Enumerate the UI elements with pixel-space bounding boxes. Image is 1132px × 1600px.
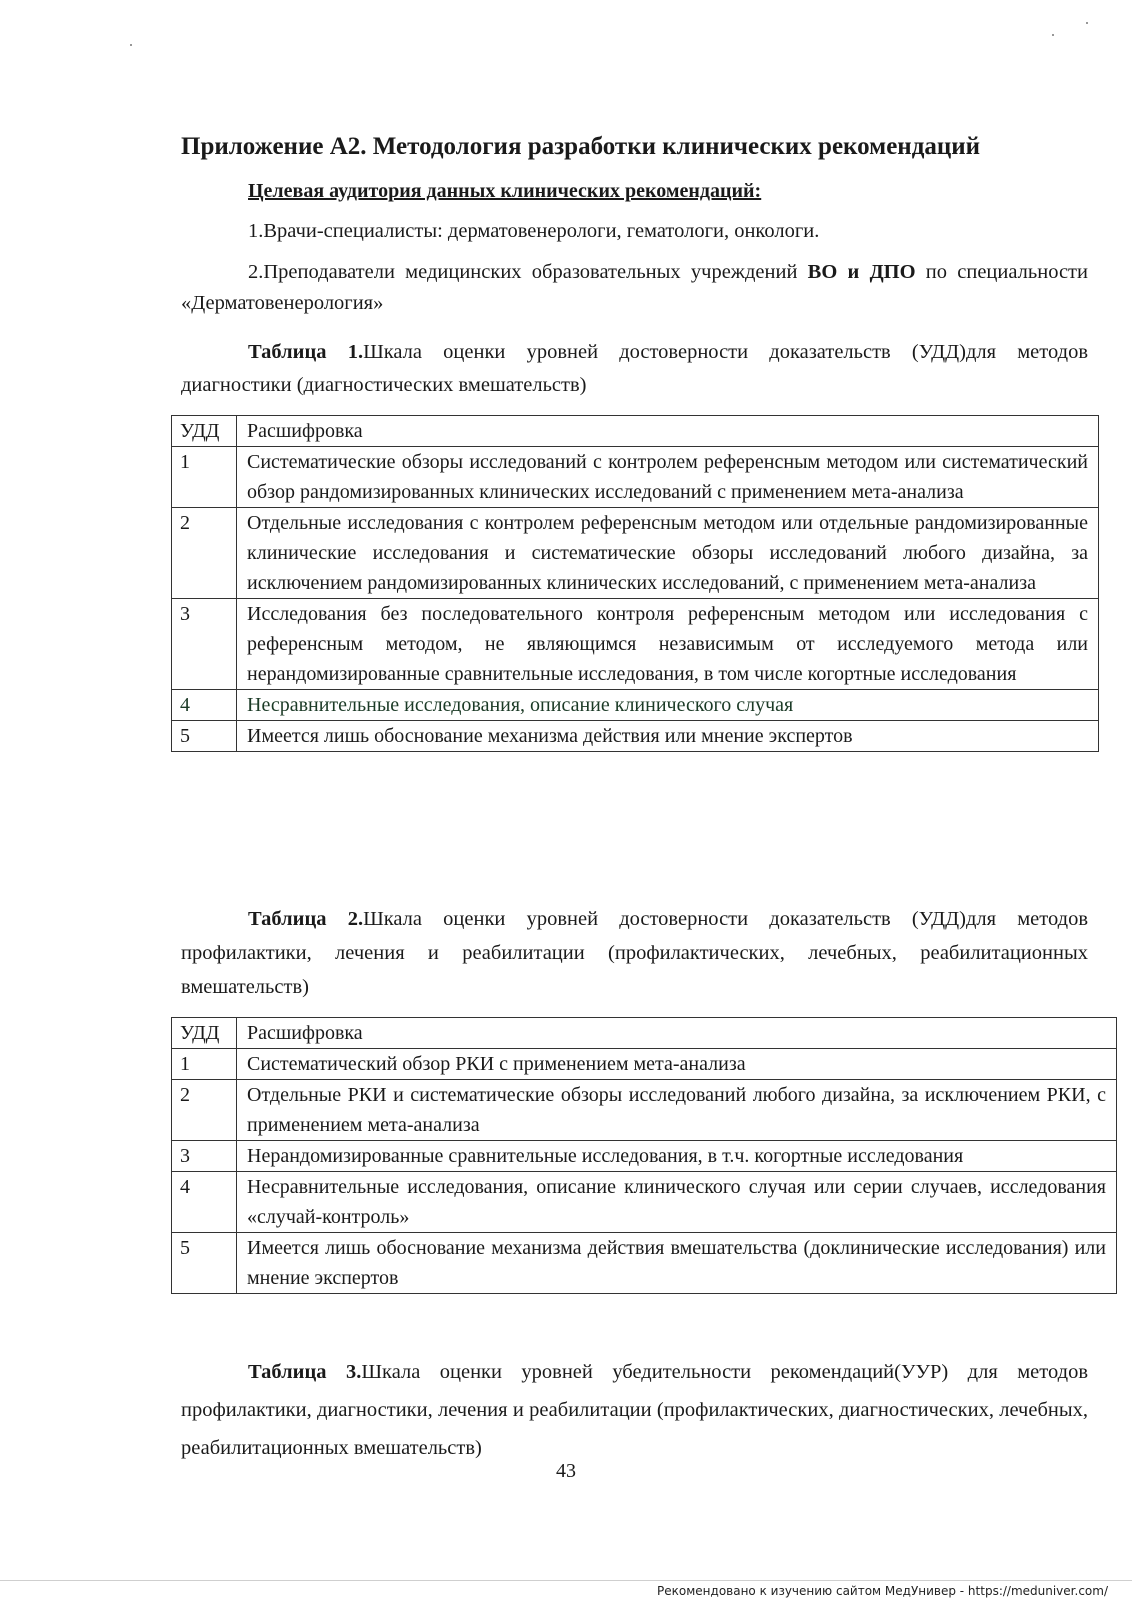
row-level: 3 (172, 1141, 237, 1172)
row-level: 1 (172, 1049, 237, 1080)
row-description: Систематические обзоры исследований с контролем референсным методом или систематический обзор рандомизированных клинических исследований с применением мета-анализа (237, 447, 1099, 508)
scan-speck (1052, 34, 1054, 36)
audience-item-2-tail: по специальности «Дерматовенерология» (181, 261, 1088, 314)
table3-caption (181, 1353, 1088, 1467)
table-row (172, 599, 1099, 690)
row-level: 2 (172, 1080, 237, 1141)
table-row (172, 447, 1099, 508)
table-header-row (172, 1018, 1117, 1049)
row-level: 4 (172, 690, 237, 721)
row-level: 2 (172, 508, 237, 599)
row-description: Исследования без последовательного контроля референсным методом или исследования с референсным методом, не являющимся независимым от исследуемого метода или нерандомизированные сравнительные исследования, в том числе когортные исследования (237, 599, 1099, 690)
table-row (172, 1141, 1117, 1172)
table3-caption-label: Таблица 3. (248, 1361, 362, 1383)
table1-caption-label: Таблица 1. (248, 341, 364, 363)
page-number: 43 (556, 1460, 576, 1482)
table2-caption (181, 902, 1088, 1004)
table-row (172, 508, 1099, 599)
row-level: 3 (172, 599, 237, 690)
row-description: Имеется лишь обоснование механизма действия вмешательства (доклинические исследования) или мнение экспертов (237, 1233, 1117, 1294)
row-description: Систематический обзор РКИ с применением мета-анализа (237, 1049, 1117, 1080)
header-cell-level: УДД (172, 416, 237, 447)
table1-caption (181, 336, 1088, 402)
table-row (172, 1049, 1117, 1080)
table-row (172, 1080, 1117, 1141)
appendix-heading: Приложение А2. Методология разработки клинических рекомендаций (181, 133, 981, 160)
table1-caption-text: Шкала оценки уровней достоверности доказательств (УДД)для методов диагностики (диагностических вмешательств) (181, 341, 1088, 396)
row-level: 5 (172, 721, 237, 752)
audience-item-2-bold: ВО и ДПО (807, 261, 916, 283)
table-header-row (172, 416, 1099, 447)
audience-item-1: 1.Врачи-специалисты: дерматовенерологи, гематологи, онкологи. (248, 220, 820, 242)
audience-item-2 (181, 257, 1088, 319)
row-level: 5 (172, 1233, 237, 1294)
row-description: Отдельные исследования с контролем референсным методом или отдельные рандомизированные клинические исследования и систематические обзоры исследований любого дизайна, за исключением рандомизированных клинических исследований, с применением мета-анализа (237, 508, 1099, 599)
table-row (172, 1172, 1117, 1233)
row-description: Имеется лишь обоснование механизма действия или мнение экспертов (237, 721, 1099, 752)
header-cell-description: Расшифровка (237, 416, 1099, 447)
table2 (171, 1017, 1117, 1294)
row-description: Несравнительные исследования, описание клинического случая или серии случаев, исследования «случай-контроль» (237, 1172, 1117, 1233)
row-description: Отдельные РКИ и систематические обзоры исследований любого дизайна, за исключением РКИ, с применением мета-анализа (237, 1080, 1117, 1141)
header-cell-description: Расшифровка (237, 1018, 1117, 1049)
table2-caption-label: Таблица 2. (248, 908, 364, 930)
table-row (172, 721, 1099, 752)
table2-caption-text: Шкала оценки уровней достоверности доказательств (УДД)для методов профилактики, лечения и реабилитации (профилактических, лечебных, реабилитационных вмешательств) (181, 908, 1088, 998)
row-level: 4 (172, 1172, 237, 1233)
table-row (172, 1233, 1117, 1294)
row-level: 1 (172, 447, 237, 508)
table3-caption-text: Шкала оценки уровней убедительности рекомендаций(УУР) для методов профилактики, диагностики, лечения и реабилитации (профилактических, диагностических, лечебных, реабилитационных вмешательств) (181, 1361, 1088, 1459)
scan-speck (1086, 22, 1088, 24)
row-description: Несравнительные исследования, описание клинического случая (237, 690, 1099, 721)
table-row (172, 690, 1099, 721)
footer-divider (0, 1580, 1132, 1581)
audience-item-2-text: 2.Преподаватели медицинских образовательных учреждений (248, 261, 808, 283)
header-cell-level: УДД (172, 1018, 237, 1049)
footer-watermark: Рекомендовано к изучению сайтом МедУнивер - https://meduniver.com/ (657, 1584, 1108, 1598)
row-description: Нерандомизированные сравнительные исследования, в т.ч. когортные исследования (237, 1141, 1117, 1172)
table1 (171, 415, 1099, 752)
audience-title: Целевая аудитория данных клинических рекомендаций: (248, 180, 762, 202)
scan-speck (130, 44, 132, 46)
